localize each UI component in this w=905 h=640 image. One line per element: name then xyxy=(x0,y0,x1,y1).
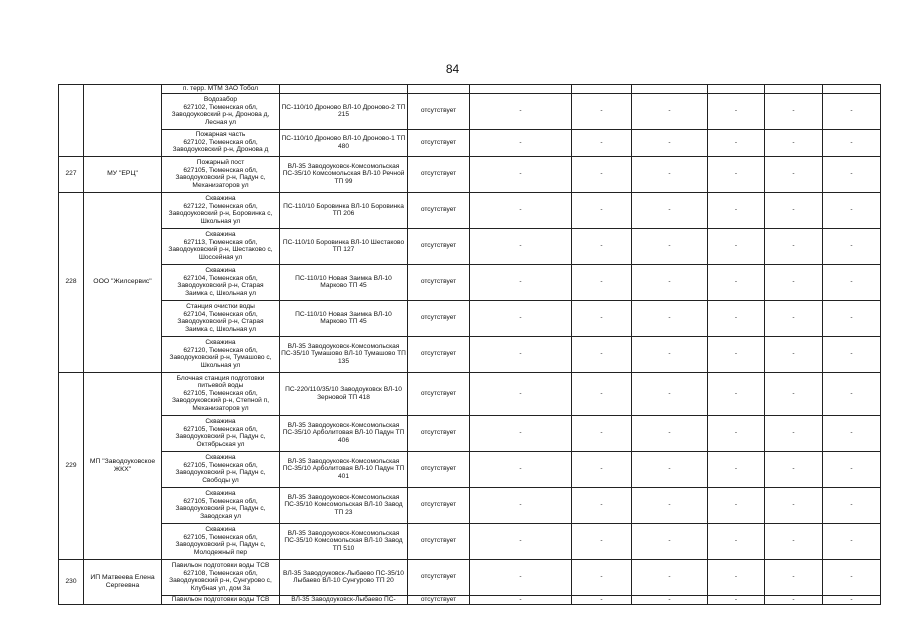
row-number: 229 xyxy=(59,372,84,559)
dash-cell: - xyxy=(708,559,765,595)
dash-cell: - xyxy=(765,523,823,559)
dash-cell: - xyxy=(632,451,708,487)
object-address: Павильон подготовки воды ТСВ xyxy=(162,595,280,604)
dash-cell: - xyxy=(823,93,881,129)
object-address: Павильон подготовки воды ТСВ 627108, Тюменская обл, Заводоуковский р-н, Сунгурово с, Клубная ул, дом 3а xyxy=(162,559,280,595)
status-cell: отсутствует xyxy=(408,228,470,264)
dash-cell: - xyxy=(572,192,632,228)
power-source: ВЛ-35 Заводоуковск-Комсомольская ПС-35/10 Арболитовая ВЛ-10 Падун ТП 401 xyxy=(280,451,408,487)
dash-cell: - xyxy=(470,300,572,336)
dash-cell: - xyxy=(632,559,708,595)
dash-cell: - xyxy=(572,559,632,595)
status-cell: отсутствует xyxy=(408,93,470,129)
dash-cell: - xyxy=(470,156,572,192)
dash-cell: - xyxy=(765,300,823,336)
dash-cell: - xyxy=(708,523,765,559)
dash-cell xyxy=(708,85,765,94)
dash-cell: - xyxy=(632,228,708,264)
dash-cell: - xyxy=(632,487,708,523)
table-row xyxy=(59,559,881,595)
table-row xyxy=(59,93,881,129)
dash-cell: - xyxy=(470,451,572,487)
data-table xyxy=(58,84,881,605)
organization-name: ООО "Жилсервис" xyxy=(84,192,162,372)
organization-name: МУ "ЕРЦ" xyxy=(84,156,162,192)
dash-cell: - xyxy=(708,372,765,415)
row-number: 228 xyxy=(59,192,84,372)
dash-cell: - xyxy=(708,93,765,129)
dash-cell: - xyxy=(470,93,572,129)
dash-cell: - xyxy=(470,228,572,264)
dash-cell: - xyxy=(632,595,708,604)
dash-cell: - xyxy=(823,559,881,595)
dash-cell: - xyxy=(632,300,708,336)
dash-cell: - xyxy=(708,336,765,372)
power-source: ВЛ-35 Заводоуковск-Лыбаево ПС- xyxy=(280,595,408,604)
table-row xyxy=(59,264,881,300)
dash-cell: - xyxy=(823,129,881,156)
status-cell: отсутствует xyxy=(408,156,470,192)
dash-cell: - xyxy=(632,93,708,129)
power-source: ПС-220/110/35/10 Заводоуковск ВЛ-10 Зерновой ТП 418 xyxy=(280,372,408,415)
table-row xyxy=(59,129,881,156)
status-cell: отсутствует xyxy=(408,523,470,559)
dash-cell: - xyxy=(765,93,823,129)
status-cell: отсутствует xyxy=(408,595,470,604)
dash-cell: - xyxy=(708,415,765,451)
dash-cell: - xyxy=(572,523,632,559)
organization-name: МП "Заводоуковское ЖКХ" xyxy=(84,372,162,559)
power-source: ПС-110/10 Дроново ВЛ-10 Дроново-2 ТП 215 xyxy=(280,93,408,129)
organization-name: ИП Матвеева Елена Сергеевна xyxy=(84,559,162,604)
dash-cell: - xyxy=(470,415,572,451)
dash-cell: - xyxy=(708,129,765,156)
power-source: ПС-110/10 Дроново ВЛ-10 Дроново-1 ТП 480 xyxy=(280,129,408,156)
power-source: ВЛ-35 Заводоуковск-Комсомольская ПС-35/10 Комсомольская ВЛ-10 Завод ТП 510 xyxy=(280,523,408,559)
dash-cell xyxy=(823,85,881,94)
row-number: 227 xyxy=(59,156,84,192)
dash-cell: - xyxy=(823,264,881,300)
dash-cell: - xyxy=(632,415,708,451)
power-source: ВЛ-35 Заводоуковск-Лыбаево ПС-35/10 Лыбаево ВЛ-10 Сунгурово ТП 20 xyxy=(280,559,408,595)
dash-cell: - xyxy=(708,487,765,523)
power-source: ВЛ-35 Заводоуковск-Комсомольская ПС-35/10 Арболитовая ВЛ-10 Падун ТП 406 xyxy=(280,415,408,451)
object-address: Скважина 627120, Тюменская обл, Заводоуковский р-н, Тумашово с, Школьная ул xyxy=(162,336,280,372)
dash-cell: - xyxy=(765,192,823,228)
dash-cell: - xyxy=(470,487,572,523)
table-row xyxy=(59,228,881,264)
table-row xyxy=(59,300,881,336)
table-row xyxy=(59,192,881,228)
dash-cell: - xyxy=(708,300,765,336)
dash-cell: - xyxy=(823,192,881,228)
dash-cell: - xyxy=(765,336,823,372)
dash-cell: - xyxy=(572,451,632,487)
dash-cell xyxy=(572,85,632,94)
dash-cell: - xyxy=(632,156,708,192)
object-address: Блочная станция подготовки питьевой воды 627105, Тюменская обл, Заводоуковский р-н, Степной п, Механизаторов ул xyxy=(162,372,280,415)
power-source: ПС-110/10 Боровинка ВЛ-10 Боровинка ТП 206 xyxy=(280,192,408,228)
dash-cell: - xyxy=(765,595,823,604)
dash-cell: - xyxy=(823,336,881,372)
power-source: ПС-110/10 Новая Заимка ВЛ-10 Марково ТП 45 xyxy=(280,264,408,300)
dash-cell: - xyxy=(632,372,708,415)
table-row xyxy=(59,487,881,523)
dash-cell: - xyxy=(708,192,765,228)
dash-cell: - xyxy=(765,559,823,595)
dash-cell: - xyxy=(572,595,632,604)
object-address: Скважина 627105, Тюменская обл, Заводоуковский р-н, Падун с, Свободы ул xyxy=(162,451,280,487)
dash-cell: - xyxy=(572,415,632,451)
table-row xyxy=(59,415,881,451)
dash-cell: - xyxy=(765,228,823,264)
dash-cell: - xyxy=(765,129,823,156)
row-number: 230 xyxy=(59,559,84,604)
object-address: Пожарный пост 627105, Тюменская обл, Заводоуковский р-н, Падун с, Механизаторов ул xyxy=(162,156,280,192)
object-address: Скважина 627122, Тюменская обл, Заводоуковский р-н, Боровинка с, Школьная ул xyxy=(162,192,280,228)
dash-cell xyxy=(765,85,823,94)
dash-cell: - xyxy=(572,228,632,264)
table-row xyxy=(59,451,881,487)
power-source: ПС-110/10 Боровинка ВЛ-10 Шестаково ТП 127 xyxy=(280,228,408,264)
status-cell xyxy=(408,85,470,94)
dash-cell: - xyxy=(765,415,823,451)
dash-cell: - xyxy=(823,372,881,415)
status-cell: отсутствует xyxy=(408,559,470,595)
table-row xyxy=(59,336,881,372)
power-source: ВЛ-35 Заводоуковск-Комсомольская ПС-35/10 Комсомольская ВЛ-10 Речной ТП 99 xyxy=(280,156,408,192)
status-cell: отсутствует xyxy=(408,300,470,336)
dash-cell: - xyxy=(470,129,572,156)
dash-cell: - xyxy=(823,300,881,336)
object-address: Пожарная часть 627102, Тюменская обл, Заводоуковский р-н, Дронова д xyxy=(162,129,280,156)
dash-cell: - xyxy=(823,228,881,264)
object-address: Скважина 627113, Тюменская обл, Заводоуковский р-н, Шестаково с, Шоссейная ул xyxy=(162,228,280,264)
organization-name xyxy=(84,85,162,157)
table-row xyxy=(59,372,881,415)
dash-cell: - xyxy=(572,336,632,372)
dash-cell: - xyxy=(765,264,823,300)
status-cell: отсутствует xyxy=(408,336,470,372)
dash-cell: - xyxy=(765,487,823,523)
object-address: Станция очистки воды 627104, Тюменская обл, Заводоуковский р-н, Старая Заимка с, Школьная ул xyxy=(162,300,280,336)
dash-cell: - xyxy=(765,156,823,192)
object-address: Скважина 627105, Тюменская обл, Заводоуковский р-н, Падун с, Молодежный пер xyxy=(162,523,280,559)
dash-cell: - xyxy=(572,264,632,300)
dash-cell: - xyxy=(823,595,881,604)
dash-cell: - xyxy=(572,372,632,415)
dash-cell: - xyxy=(470,595,572,604)
dash-cell: - xyxy=(765,372,823,415)
table-row xyxy=(59,156,881,192)
status-cell: отсутствует xyxy=(408,415,470,451)
dash-cell: - xyxy=(470,372,572,415)
dash-cell: - xyxy=(708,595,765,604)
power-source xyxy=(280,85,408,94)
dash-cell xyxy=(632,85,708,94)
object-address: Водозабор 627102, Тюменская обл, Заводоуковский р-н, Дронова д, Лесная ул xyxy=(162,93,280,129)
dash-cell: - xyxy=(470,559,572,595)
row-number xyxy=(59,85,84,157)
dash-cell: - xyxy=(632,336,708,372)
power-source: ВЛ-35 Заводоуковск-Комсомольская ПС-35/10 Тумашово ВЛ-10 Тумашово ТП 135 xyxy=(280,336,408,372)
status-cell: отсутствует xyxy=(408,129,470,156)
status-cell: отсутствует xyxy=(408,487,470,523)
status-cell: отсутствует xyxy=(408,372,470,415)
dash-cell: - xyxy=(708,451,765,487)
status-cell: отсутствует xyxy=(408,264,470,300)
dash-cell: - xyxy=(572,129,632,156)
dash-cell: - xyxy=(572,487,632,523)
dash-cell: - xyxy=(765,451,823,487)
dash-cell: - xyxy=(572,93,632,129)
dash-cell: - xyxy=(470,336,572,372)
table-row xyxy=(59,85,881,94)
dash-cell: - xyxy=(823,451,881,487)
table-row xyxy=(59,595,881,604)
power-source: ПС-110/10 Новая Заимка ВЛ-10 Марково ТП 45 xyxy=(280,300,408,336)
dash-cell: - xyxy=(572,156,632,192)
dash-cell: - xyxy=(823,523,881,559)
page-number: 84 xyxy=(445,62,460,76)
dash-cell: - xyxy=(708,156,765,192)
status-cell: отсутствует xyxy=(408,451,470,487)
dash-cell xyxy=(470,85,572,94)
dash-cell: - xyxy=(470,264,572,300)
dash-cell: - xyxy=(708,228,765,264)
dash-cell: - xyxy=(632,129,708,156)
dash-cell: - xyxy=(572,300,632,336)
object-address: Скважина 627104, Тюменская обл, Заводоуковский р-н, Старая Заимка с, Школьная ул xyxy=(162,264,280,300)
dash-cell: - xyxy=(708,264,765,300)
status-cell: отсутствует xyxy=(408,192,470,228)
object-address: Скважина 627105, Тюменская обл, Заводоуковский р-н, Падун с, Октябрьская ул xyxy=(162,415,280,451)
power-source: ВЛ-35 Заводоуковск-Комсомольская ПС-35/10 Комсомольская ВЛ-10 Завод ТП 23 xyxy=(280,487,408,523)
dash-cell: - xyxy=(632,523,708,559)
dash-cell: - xyxy=(470,192,572,228)
object-address: Скважина 627105, Тюменская обл, Заводоуковский р-н, Падун с, Заводская ул xyxy=(162,487,280,523)
dash-cell: - xyxy=(470,523,572,559)
dash-cell: - xyxy=(632,192,708,228)
dash-cell: - xyxy=(823,487,881,523)
table-row xyxy=(59,523,881,559)
dash-cell: - xyxy=(823,156,881,192)
object-address: п. терр. МТМ ЗАО Тобол xyxy=(162,85,280,94)
dash-cell: - xyxy=(823,415,881,451)
dash-cell: - xyxy=(632,264,708,300)
